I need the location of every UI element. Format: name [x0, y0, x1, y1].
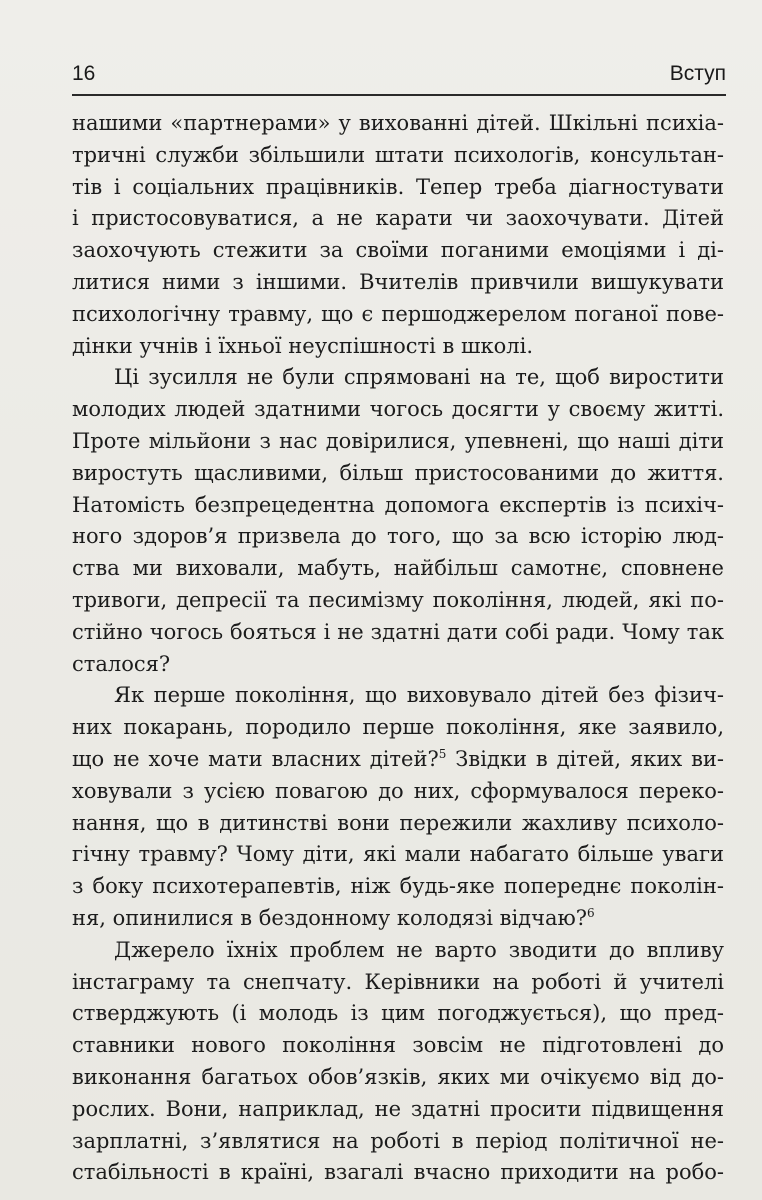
text-line: молодих людей здатними чогось досягти у своєму житті.	[72, 397, 724, 422]
text-line: виконання багатьох обов’язків, яких ми очікуємо від до-	[72, 1064, 724, 1089]
text-line: рослих. Вони, наприклад, не здатні просити підвищення	[72, 1096, 724, 1121]
text-line: психологічну травму, що є першоджерелом поганої пове-	[72, 301, 724, 326]
footnote-marker: 6	[587, 905, 595, 920]
section-title: Вступ	[669, 62, 726, 85]
body-text	[72, 108, 724, 1189]
text-line: тів і соціальних працівників. Тепер треба діагностувати	[72, 174, 724, 199]
text-fragment: що не хоче мати власних дітей?	[72, 746, 439, 771]
text-fragment: Звідки в дітей, яких ви-	[446, 746, 724, 771]
text-line: Проте мільйони з нас довірилися, упевнені, що наші діти	[72, 428, 724, 453]
text-line: інстаграму та снепчату. Керівники на роботі й учителі	[72, 969, 724, 994]
text-line: Як перше покоління, що виховувало дітей без фізич-	[114, 683, 724, 708]
text-line: гічну травму? Чому діти, які мали набагато більше уваги	[72, 842, 724, 867]
page-number: 16	[72, 62, 96, 85]
text-line: Ці зусилля не були спрямовані на те, щоб виростити	[114, 365, 724, 390]
text-line: заохочують стежити за своїми поганими емоціями і ді-	[72, 238, 724, 263]
text-line: нашими «партнерами» у вихованні дітей. Шкільні психіа-	[72, 111, 724, 135]
text-line: дінки учнів і їхньої неуспішності в школі.	[72, 333, 534, 358]
text-line: сталося?	[72, 651, 171, 676]
text-line: Натомість безпрецедентна допомога експертів із психіч-	[72, 492, 724, 517]
text-line	[72, 903, 724, 935]
text-line	[72, 744, 724, 776]
footnote-marker: 5	[438, 746, 447, 761]
text-line: виростуть щасливими, більш пристосованими до життя.	[72, 460, 724, 485]
text-line: стабільності в країні, взагалі вчасно приходити на робо-	[72, 1160, 724, 1185]
text-line: ховували з усією повагою до них, сформувалося переко-	[72, 778, 724, 803]
text-line: і пристосовуватися, а не карати чи заохочувати. Дітей	[72, 206, 724, 231]
text-line: з боку психотерапевтів, ніж будь-яке попереднє поколін-	[72, 874, 724, 899]
text-line: литися ними з іншими. Вчителів привчили вишукувати	[72, 269, 724, 294]
text-line: зарплатні, з’являтися на роботі в період політичної не-	[72, 1128, 724, 1153]
text-line: стійно чогось бояться і не здатні дати собі ради. Чому так	[72, 619, 724, 644]
text-line: Джерело їхніх проблем не варто зводити до впливу	[114, 937, 724, 962]
text-line: стверджують (і молодь із цим погоджується), що пред-	[72, 1001, 724, 1026]
text-line: ного здоров’я призвела до того, що за всю історію люд-	[72, 524, 724, 549]
text-line: тричні служби збільшили штати психологів, консультан-	[72, 142, 724, 167]
text-line: ства ми виховали, мабуть, найбільш самотнє, сповнене	[72, 556, 724, 581]
text-line: них покарань, породило перше покоління, яке заявило,	[72, 715, 724, 740]
text-line: нання, що в дитинстві вони пережили жахливу психоло-	[72, 810, 724, 835]
text-line: ставники нового покоління зовсім не підготовлені до	[72, 1033, 724, 1058]
text-line: тривоги, депресії та песимізму покоління, людей, які по-	[72, 587, 724, 612]
text-fragment: ня, опинилися в бездонному колодязі відчаю?	[72, 905, 588, 930]
running-header	[72, 58, 726, 96]
